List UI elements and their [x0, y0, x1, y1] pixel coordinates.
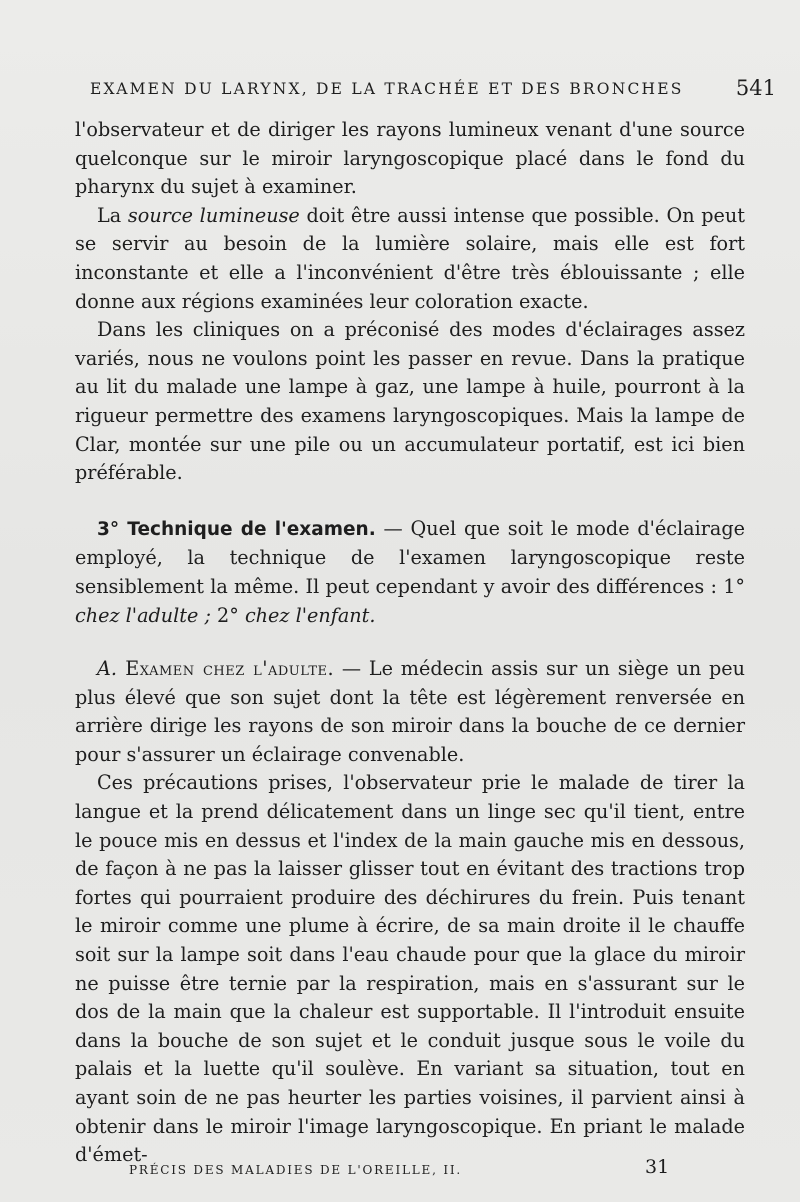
paragraph-procedure [75, 769, 745, 1169]
running-head [76, 76, 776, 102]
signature-number: 31 [645, 1156, 670, 1178]
paragraph-text: — Quel que soit le mode d'éclairage employé, la technique de l'examen laryngoscopique reste sensiblement la même. Il peut cependant y avoir des différences : 1° [75, 516, 745, 598]
paragraph-continuation [75, 116, 745, 202]
paragraph-text: Dans les cliniques on a préconisé des modes d'éclairages assez variés, nous ne voulons point les passer en revue. Dans la pratique au lit du malade une lampe à gaz, une lampe à huile, pourront à la rigueur permettre des examens laryngoscopiques. Mais la lampe de Clar, montée sur une pile ou un accumulateur portatif, est ici bien préférable. [75, 318, 745, 485]
paragraph-adult-exam [75, 655, 745, 769]
emphasis-text: chez l'enfant. [244, 603, 376, 627]
body-text [75, 116, 745, 1170]
paragraph-text: l'observateur et de diriger les rayons lumineux venant d'une source quelconque sur le miroir laryngoscopique placé dans le fond du pharynx du sujet à examiner. [75, 118, 745, 199]
paragraph-technique [75, 515, 745, 630]
paragraph-text: 2° [210, 603, 245, 627]
paragraph-text: doit être aussi intense que possible. On peut se servir au besoin de la lumière solaire, mais elle est fort inconstante et elle a l'inconvénient d'être très éblouissante ; elle donne aux régions examinées leur coloration exacte. [75, 203, 745, 313]
signature-line: PRÉCIS DES MALADIES DE L'OREILLE, II. [129, 1163, 463, 1177]
paragraph-text: Ces précautions prises, l'observateur prie le malade de tirer la langue et la prend délicatement dans un linge sec qu'il tient, entre le pouce mis en dessus et l'index de la main gauche mis en dessous, de façon à ne pas la laisser glisser tout en évitant des tractions trop fortes qui pourraient produire des déchirures du frein. Puis tenant le miroir comme une plume à écrire, de sa main droite il le chauffe soit sur la lampe soit dans l'eau chaude pour que la glace du miroir ne puisse être ternie par la respiration, mais en s'assurant sur le dos de la main que la chaleur est supportable. Il l'introduit ensuite dans la bouche de son sujet et le conduit jusque sous le voile du palais et la luette qu'il soulève. En variant sa situation, tout en ayant soin de ne pas heurter les parties voisines, il parvient ainsi à obtenir dans le miroir l'image laryngoscopique. En priant le malade d'émet- [75, 771, 745, 1167]
paragraph-text: — Le médecin assis sur un siège un peu plus élevé que son sujet dont la tête est légèrement renversée en arrière dirige les rayons de son miroir dans la bouche de ce dernier pour s'assurer un éclairage convenable. [75, 657, 746, 766]
emphasis-text: source lumineuse [127, 203, 300, 227]
page-number: 541 [735, 76, 776, 100]
section-spacer [75, 488, 745, 515]
section-heading: 3° Technique de l'examen. [97, 518, 376, 540]
paragraph-light-source [75, 202, 745, 316]
emphasis-text: chez l'adulte ; [75, 603, 211, 627]
section-spacer [75, 630, 745, 655]
subsection-heading: Examen chez l'adulte. [116, 657, 335, 681]
running-title: EXAMEN DU LARYNX, DE LA TRACHÉE ET DES BRONCHES [90, 80, 684, 98]
paragraph-lighting-modes [75, 316, 745, 488]
subsection-letter: A. [97, 657, 117, 681]
paragraph-text: La [97, 203, 128, 227]
